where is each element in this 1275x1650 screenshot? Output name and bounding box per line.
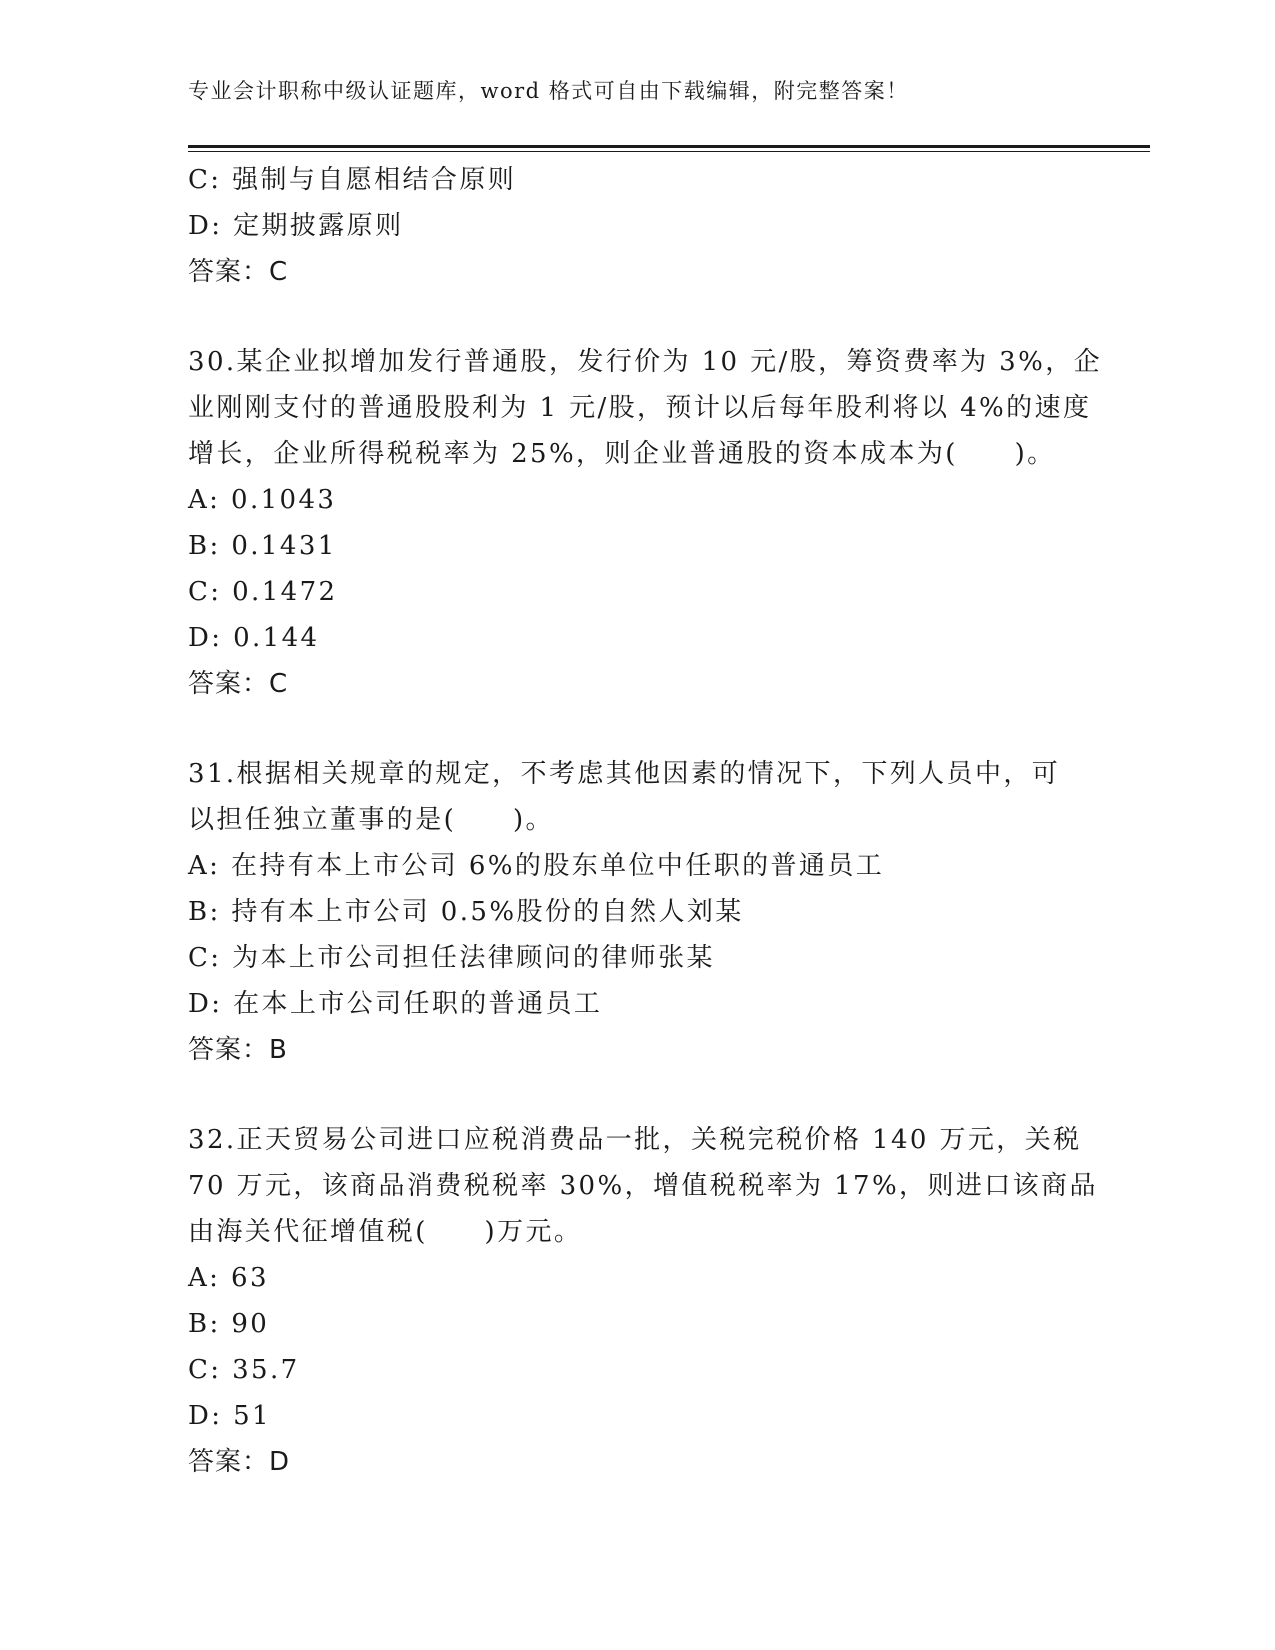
option-d: D: 0.144 xyxy=(188,623,320,653)
option-c: C: 强制与自愿相结合原则 xyxy=(188,165,517,195)
question-text-line: 由海关代征增值税( )万元。 xyxy=(188,1217,583,1247)
question-text-line: 70 万元，该商品消费税税率 30%，增值税税率为 17%，则进口该商品 xyxy=(188,1171,1098,1201)
option-d: D: 定期披露原则 xyxy=(188,211,404,241)
question-list xyxy=(188,157,1103,1485)
option-c: C: 为本上市公司担任法律顾问的律师张某 xyxy=(188,943,715,973)
question-block xyxy=(188,157,1088,295)
question-text-line: 30.某企业拟增加发行普通股，发行价为 10 元/股，筹资费率为 3%，企 xyxy=(188,347,1103,377)
question-block xyxy=(188,1117,1098,1485)
option-c: C: 0.1472 xyxy=(188,577,338,607)
answer: 答案：C xyxy=(188,257,289,287)
option-b: B: 持有本上市公司 0.5%股份的自然人刘某 xyxy=(188,897,744,927)
answer: 答案：D xyxy=(188,1447,291,1477)
option-b: B: 90 xyxy=(188,1309,270,1339)
question-text-line: 32.正天贸易公司进口应税消费品一批，关税完税价格 140 万元，关税 xyxy=(188,1125,1082,1155)
header-divider-thick xyxy=(188,145,1150,148)
header-divider-thin xyxy=(188,151,1150,152)
question-block xyxy=(188,339,1103,707)
question-text-line: 业刚刚支付的普通股股利为 1 元/股，预计以后每年股利将以 4%的速度 xyxy=(188,393,1092,423)
option-a: A: 63 xyxy=(188,1263,269,1293)
question-text-line: 以担任独立董事的是( )。 xyxy=(188,805,554,835)
spacer xyxy=(188,707,1088,751)
option-a: A: 0.1043 xyxy=(188,485,337,515)
question-text-line: 增长，企业所得税税率为 25%，则企业普通股的资本成本为( )。 xyxy=(188,439,1056,469)
spacer xyxy=(188,295,1088,339)
option-d: D: 51 xyxy=(188,1401,271,1431)
answer: 答案：B xyxy=(188,1035,288,1065)
question-block xyxy=(188,751,1088,1073)
option-b: B: 0.1431 xyxy=(188,531,337,561)
header-title: 专业会计职称中级认证题库，word 格式可自由下载编辑，附完整答案！ xyxy=(188,79,909,103)
answer: 答案：C xyxy=(188,669,289,699)
spacer xyxy=(188,1073,1088,1117)
option-c: C: 35.7 xyxy=(188,1355,300,1385)
option-a: A: 在持有本上市公司 6%的股东单位中任职的普通员工 xyxy=(188,851,885,881)
question-text-line: 31.根据相关规章的规定，不考虑其他因素的情况下，下列人员中，可 xyxy=(188,759,1061,789)
option-d: D: 在本上市公司任职的普通员工 xyxy=(188,989,603,1019)
